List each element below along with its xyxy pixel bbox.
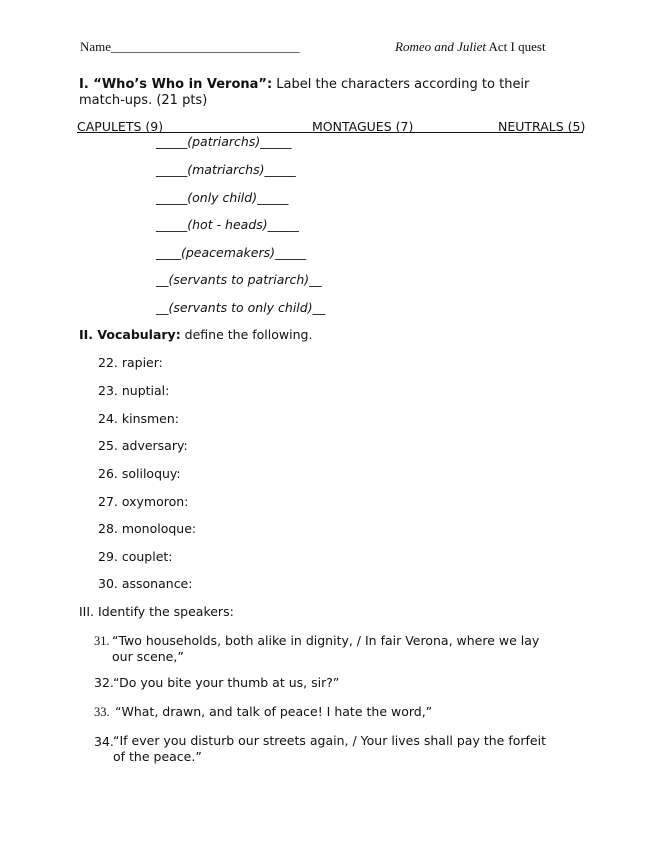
matchup-servants-only-child: __(servants to only child)__ bbox=[156, 300, 326, 315]
section-1-title: I. “Who’s Who in Verona”: bbox=[79, 77, 273, 92]
section-3-heading: III. Identify the speakers: bbox=[79, 604, 234, 619]
section-2-heading bbox=[79, 327, 312, 342]
question-text: “If ever you disturb our streets again, / Your lives shall pay the forfeit of the peace.” bbox=[113, 733, 546, 764]
question-text: “Do you bite your thumb at us, sir?” bbox=[113, 675, 340, 690]
worksheet-title bbox=[395, 39, 546, 55]
matchup-only-child: _____(only child)_____ bbox=[156, 190, 289, 205]
question-number: 34. bbox=[94, 734, 114, 749]
matchup-patriarchs: _____(patriarchs)_____ bbox=[156, 134, 292, 149]
question-number: 33. bbox=[94, 705, 110, 719]
matchup-peacemakers: ____(peacemakers)_____ bbox=[156, 245, 307, 260]
matchup-servants-patriarch: __(servants to patriarch)__ bbox=[156, 272, 322, 287]
vocab-item: 24. kinsmen: bbox=[98, 411, 179, 426]
columns-underline bbox=[77, 132, 583, 133]
name-blank: _____________________________ bbox=[111, 39, 300, 54]
section-2-instruction: define the following. bbox=[180, 327, 313, 342]
matchup-hot-heads: _____(hot - heads)_____ bbox=[156, 217, 299, 232]
section-1-instruction: Label the characters according to their match-ups. (21 pts) bbox=[79, 77, 530, 108]
vocab-item: 27. oxymoron: bbox=[98, 494, 189, 509]
vocab-item: 25. adversary: bbox=[98, 438, 188, 453]
vocab-item: 26. soliloquy: bbox=[98, 466, 181, 481]
vocab-item: 22. rapier: bbox=[98, 355, 163, 370]
vocab-item: 30. assonance: bbox=[98, 576, 193, 591]
name-line bbox=[80, 39, 300, 55]
vocab-item: 23. nuptial: bbox=[98, 383, 170, 398]
play-title: Romeo and Juliet bbox=[395, 39, 486, 54]
question-number: 32. bbox=[94, 675, 114, 690]
column-montagues: MONTAGUES (7) bbox=[312, 119, 414, 134]
vocab-item: 29. couplet: bbox=[98, 549, 173, 564]
question-text: “What, drawn, and talk of peace! I hate the word,” bbox=[115, 704, 433, 719]
matchup-matriarchs: _____(matriarchs)_____ bbox=[156, 162, 296, 177]
question-text: “Two households, both alike in dignity, / In fair Verona, where we lay our scene,” bbox=[112, 633, 540, 664]
question-number: 31. bbox=[94, 634, 110, 648]
column-neutrals: NEUTRALS (5) bbox=[498, 119, 586, 134]
column-capulets: CAPULETS (9) bbox=[77, 119, 164, 134]
title-rest: Act I quest bbox=[485, 39, 546, 54]
vocab-item: 28. monoloque: bbox=[98, 521, 197, 536]
section-2-title: II. Vocabulary: bbox=[79, 327, 181, 342]
section-1-heading bbox=[79, 77, 579, 109]
name-label: Name bbox=[80, 39, 112, 54]
